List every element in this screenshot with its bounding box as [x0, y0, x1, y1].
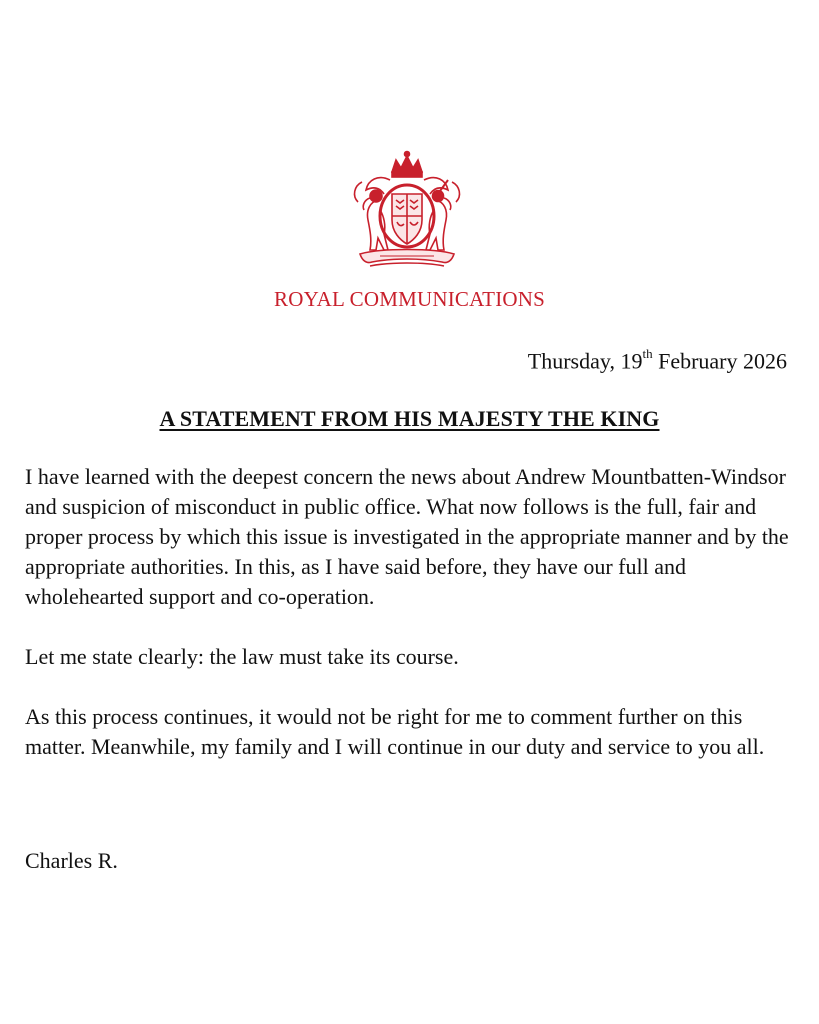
signature: Charles R. — [25, 848, 118, 873]
royal-coat-of-arms-icon — [340, 150, 474, 270]
statement-date — [528, 348, 787, 374]
statement-title: A STATEMENT FROM HIS MAJESTY THE KING — [159, 406, 660, 431]
date-day: 19 — [620, 348, 643, 374]
paragraph-3: As this process continues, it would not be right for me to comment further on this matter. Meanwhile, my family and I will continue in our duty and service to you all. — [25, 704, 765, 759]
organization-name: ROYAL COMMUNICATIONS — [274, 287, 545, 311]
statement-body — [25, 462, 800, 792]
date-month-year: February 2026 — [658, 348, 787, 374]
date-ordinal: th — [642, 346, 653, 361]
paragraph-2: Let me state clearly: the law must take its course. — [25, 644, 459, 669]
paragraph-1: I have learned with the deepest concern the news about Andrew Mountbatten-Windsor and suspicion of misconduct in public office. What now follows is the full, fair and proper process by which this issue is investigated in the appropriate manner and by the appropriate authorities. In this, as I have said before, they have our full and wholehearted support and co-operation. — [25, 464, 789, 609]
date-weekday: Thursday, — [527, 348, 615, 374]
